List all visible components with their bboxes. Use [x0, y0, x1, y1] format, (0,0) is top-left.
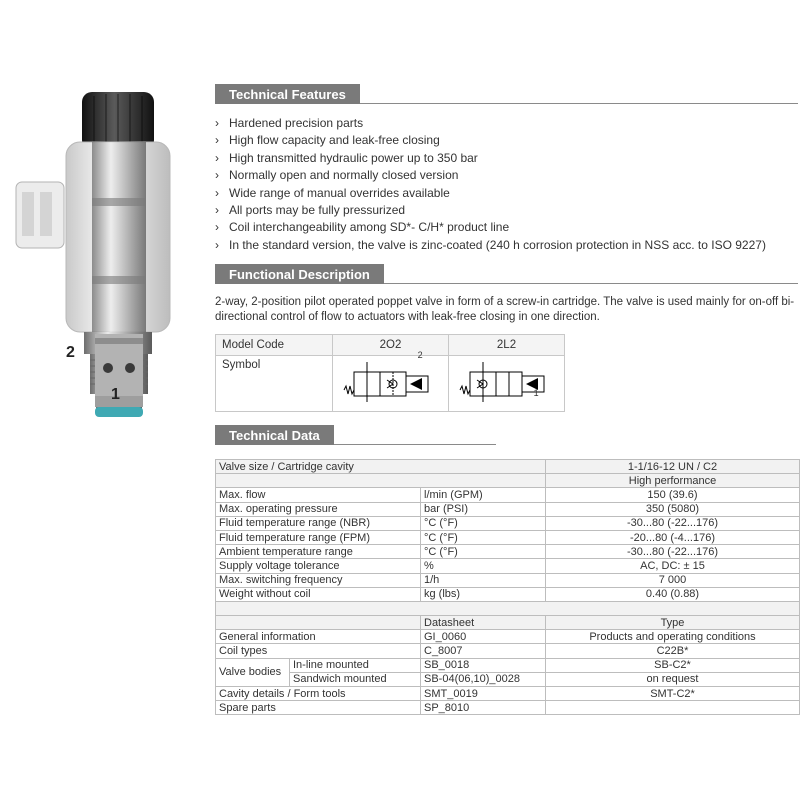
symbol-port-2: 2	[417, 350, 423, 360]
feature-text: Coil interchangeability among SD*- C/H* product line	[229, 220, 510, 235]
performance-label: High performance	[546, 474, 800, 488]
section-title: Technical Data	[215, 425, 334, 445]
spec-value: 350 (5080)	[546, 502, 800, 516]
spec-row	[216, 559, 800, 573]
port-label-2: 2	[66, 344, 75, 361]
chevron-right-icon: ›	[215, 168, 219, 183]
feature-text: All ports may be fully pressurized	[229, 203, 406, 218]
feature-item	[215, 132, 766, 149]
header-rule	[384, 264, 798, 284]
spec-row	[216, 545, 800, 559]
cavity-details-row: Cavity details / Form tools SMT_0019 SMT-C2*	[216, 687, 800, 701]
hydraulic-symbol-2o2	[336, 356, 436, 404]
spec-label: Max. flow	[216, 488, 421, 502]
feature-text: In the standard version, the valve is zinc-coated (240 h corrosion protection in NSS acc. to ISO 9227)	[229, 237, 766, 252]
spec-value: 7 000	[546, 573, 800, 587]
spec-label: Supply voltage tolerance	[216, 559, 421, 573]
spec-value: -30...80 (-22...176)	[546, 516, 800, 530]
feature-text: High flow capacity and leak-free closing	[229, 133, 440, 148]
spec-row	[216, 573, 800, 587]
chevron-right-icon: ›	[215, 203, 219, 218]
spec-unit: °C (°F)	[421, 545, 546, 559]
model-code-label: Model Code	[216, 335, 333, 356]
performance-row	[216, 474, 800, 488]
feature-text: Normally open and normally closed version	[229, 168, 459, 183]
spec-unit: °C (°F)	[421, 530, 546, 544]
section-title: Technical Features	[215, 84, 360, 104]
reference-header-row	[216, 616, 800, 630]
spec-row	[216, 530, 800, 544]
spec-unit: l/min (GPM)	[421, 488, 546, 502]
spec-value: -20...80 (-4...176)	[546, 530, 800, 544]
spec-unit: kg (lbs)	[421, 587, 546, 601]
feature-text: High transmitted hydraulic power up to 350 bar	[229, 150, 478, 165]
chevron-right-icon: ›	[215, 150, 219, 165]
valve-bodies-inline-row: Valve bodies In-line mounted SB_0018 SB-C2*	[216, 658, 800, 672]
spec-value: AC, DC: ± 15	[546, 559, 800, 573]
feature-item	[215, 202, 766, 219]
spare-parts-row: Spare parts SP_8010	[216, 701, 800, 715]
feature-item	[215, 237, 766, 254]
feature-item	[215, 219, 766, 236]
functional-description-header	[215, 264, 798, 284]
header-rule	[334, 425, 496, 445]
spec-row	[216, 488, 800, 502]
port-label-1: 1	[111, 386, 120, 403]
feature-item	[215, 167, 766, 184]
spec-label: Fluid temperature range (NBR)	[216, 516, 421, 530]
spec-value: 150 (39.6)	[546, 488, 800, 502]
section-title: Functional Description	[215, 264, 384, 284]
size-value: 1-1/16-12 UN / C2	[546, 460, 800, 474]
spec-label: Max. switching frequency	[216, 573, 421, 587]
symbol-label: Symbol	[216, 356, 333, 412]
symbol-2l2	[449, 356, 565, 412]
feature-item	[215, 185, 766, 202]
symbol-port-1: 1	[533, 388, 539, 398]
technical-data-header	[215, 425, 496, 445]
chevron-right-icon: ›	[215, 237, 219, 252]
datasheet-header: Datasheet	[421, 616, 546, 630]
coil-types-row: Coil types C_8007 C22B*	[216, 644, 800, 658]
chevron-right-icon: ›	[215, 185, 219, 200]
model-code-2l2: 2L2	[449, 335, 565, 356]
spec-unit: °C (°F)	[421, 516, 546, 530]
spec-unit: bar (PSI)	[421, 502, 546, 516]
size-row	[216, 460, 800, 474]
spec-label: Ambient temperature range	[216, 545, 421, 559]
valve-bodies-sandwich-row: Sandwich mounted SB-04(06,10)_0028 on request	[216, 672, 800, 686]
model-code-2o2: 2O2	[333, 335, 449, 356]
model-code-table	[215, 334, 565, 412]
feature-text: Hardened precision parts	[229, 116, 364, 130]
header-rule	[360, 84, 798, 104]
spacer-row	[216, 601, 800, 615]
spec-row	[216, 502, 800, 516]
chevron-right-icon: ›	[215, 133, 219, 148]
size-label: Valve size / Cartridge cavity	[216, 460, 546, 474]
feature-text: Wide range of manual overrides available	[229, 185, 450, 200]
spec-row	[216, 516, 800, 530]
type-header: Type	[546, 616, 800, 630]
chevron-right-icon: ›	[215, 220, 219, 235]
spec-value: 0.40 (0.88)	[546, 587, 800, 601]
feature-item	[215, 115, 766, 132]
technical-features-header	[215, 84, 798, 104]
chevron-right-icon: ›	[215, 116, 219, 130]
feature-item	[215, 150, 766, 167]
spec-unit: %	[421, 559, 546, 573]
feature-list	[215, 115, 766, 254]
spec-label: Fluid temperature range (FPM)	[216, 530, 421, 544]
valve-bodies-label: Valve bodies	[216, 658, 290, 686]
spec-label: Max. operating pressure	[216, 502, 421, 516]
functional-description-text: 2-way, 2-position pilot operated poppet valve in form of a screw-in cartridge. The valve is used mainly for on-off bi-directional control of flow to actuators with leak-free closing in one direction.	[215, 296, 795, 323]
symbol-2o2	[333, 350, 449, 412]
general-info-row: General information GI_0060 Products and operating conditions	[216, 630, 800, 644]
technical-data-table	[215, 459, 800, 715]
spec-label: Weight without coil	[216, 587, 421, 601]
spec-value: -30...80 (-22...176)	[546, 545, 800, 559]
spec-unit: 1/h	[421, 573, 546, 587]
spec-row	[216, 587, 800, 601]
